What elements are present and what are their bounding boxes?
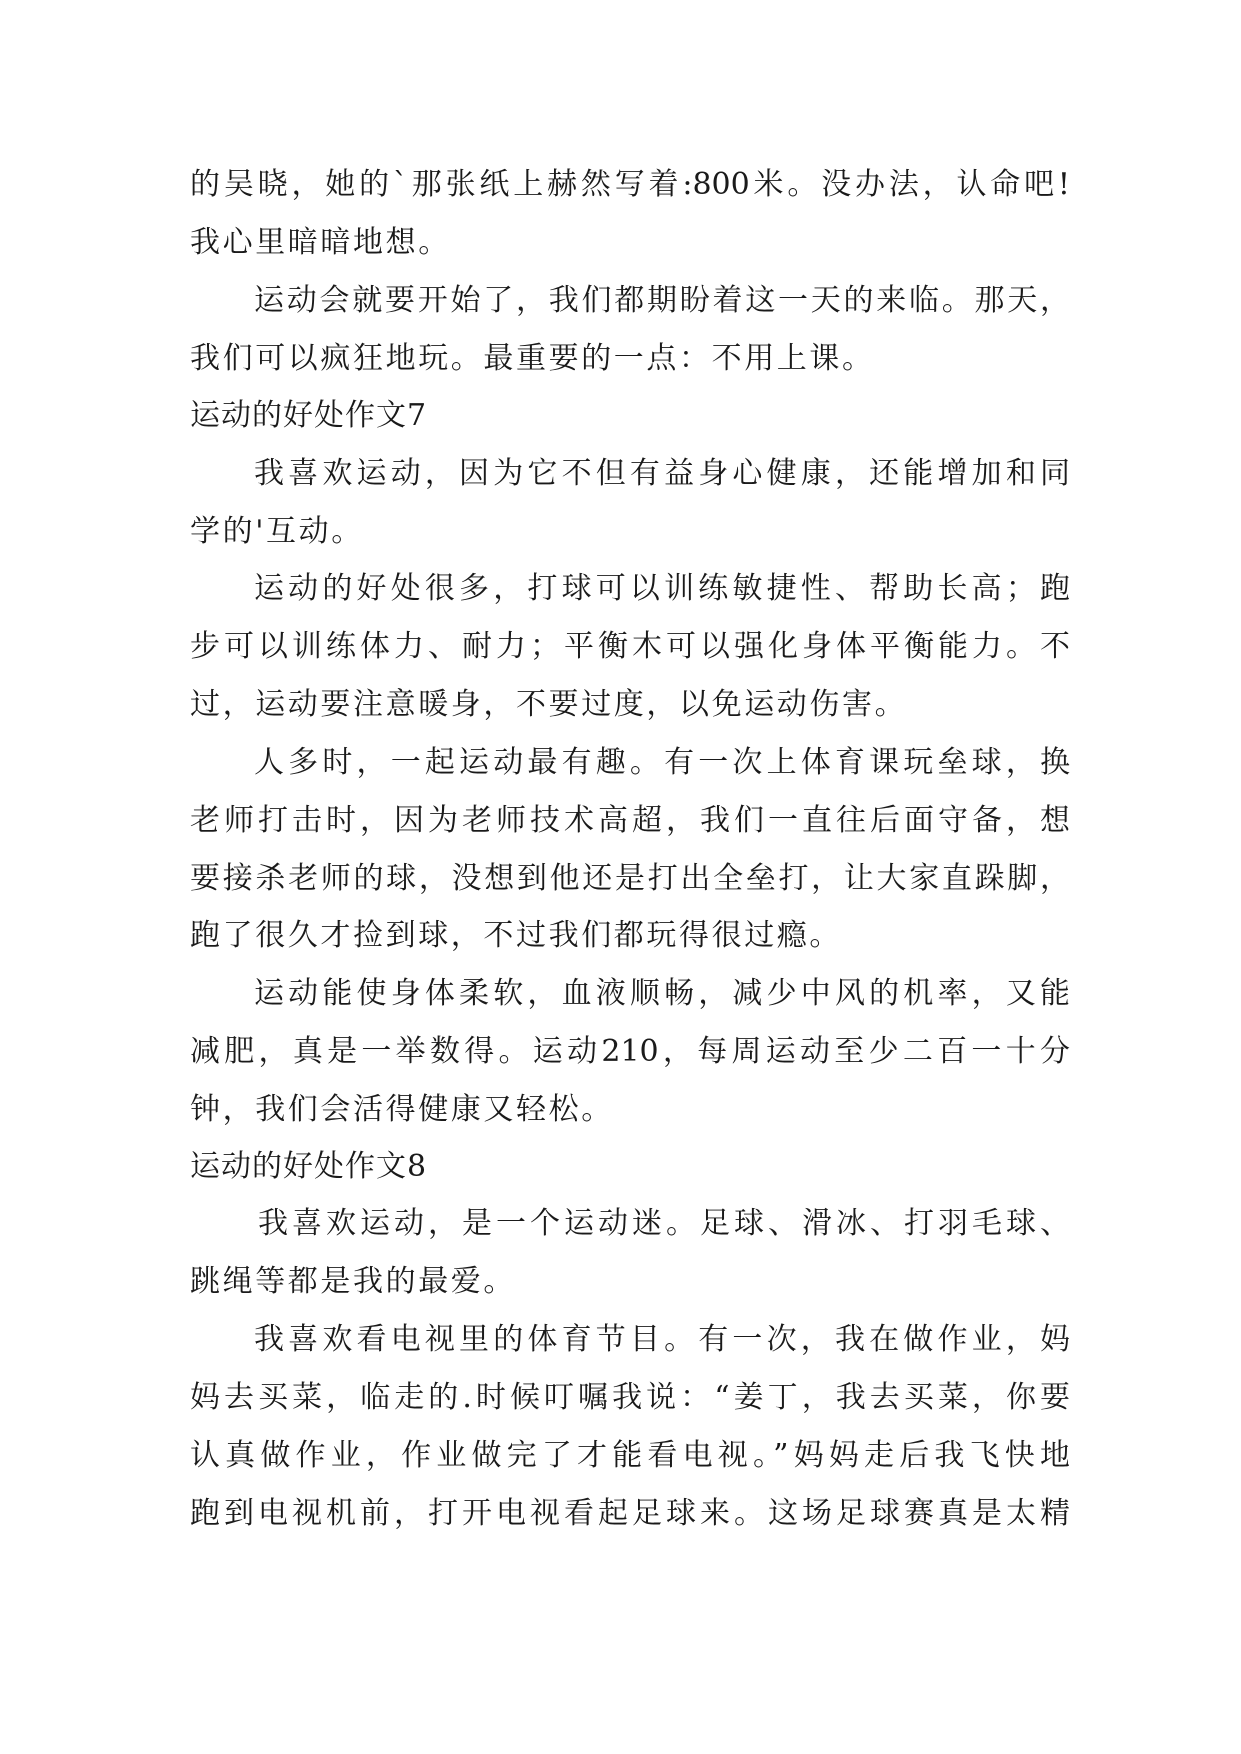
text-line: 妈去买菜，临走的.时候叮嘱我说：“姜丁，我去买菜，你要 bbox=[190, 1380, 1070, 1415]
section-heading: 运动的好处作文8 bbox=[190, 1149, 428, 1184]
text-line: 跑了很久才捡到球，不过我们都玩得很过瘾。 bbox=[190, 918, 842, 953]
text-line: 减肥，真是一举数得。运动210，每周运动至少二百一十分 bbox=[190, 1034, 1070, 1069]
text-line: 过，运动要注意暖身，不要过度，以免运动伤害。 bbox=[190, 687, 908, 722]
text-line: 我心里暗暗地想。 bbox=[190, 225, 451, 260]
text-line: 运动的好处很多，打球可以训练敏捷性、帮助长高；跑 bbox=[254, 571, 1070, 606]
section-heading: 运动的好处作文7 bbox=[190, 398, 428, 433]
text-line: 钟，我们会活得健康又轻松。 bbox=[190, 1092, 614, 1127]
text-line: 要接杀老师的球，没想到他还是打出全垒打，让大家直跺脚， bbox=[190, 861, 1070, 896]
text-line: 老师打击时，因为老师技术高超，我们一直往后面守备，想 bbox=[190, 803, 1070, 838]
text-line: 的吴晓，她的`那张纸上赫然写着:800米。没办法，认命吧! bbox=[190, 167, 1070, 202]
text-line: 跳绳等都是我的最爱。 bbox=[190, 1264, 516, 1299]
text-line: 运动能使身体柔软，血液顺畅，减少中风的机率，又能 bbox=[254, 976, 1070, 1011]
text-line: 认真做作业，作业做完了才能看电视。”妈妈走后我飞快地 bbox=[190, 1438, 1070, 1473]
text-line: 我喜欢看电视里的体育节目。有一次，我在做作业，妈 bbox=[254, 1322, 1070, 1357]
text-line: 我们可以疯狂地玩。最重要的一点：不用上课。 bbox=[190, 341, 875, 376]
text-line: 人多时，一起运动最有趣。有一次上体育课玩垒球，换 bbox=[254, 745, 1070, 780]
text-line: 我喜欢运动，因为它不但有益身心健康，还能增加和同 bbox=[254, 456, 1070, 491]
text-line: 我喜欢运动，是一个运动迷。足球、滑冰、打羽毛球、 bbox=[258, 1206, 1070, 1241]
text-line: 步可以训练体力、耐力；平衡木可以强化身体平衡能力。不 bbox=[190, 629, 1070, 664]
text-line: 跑到电视机前，打开电视看起足球来。这场足球赛真是太精 bbox=[190, 1496, 1070, 1531]
text-line: 学的'互动。 bbox=[190, 514, 364, 549]
text-line: 运动会就要开始了，我们都期盼着这一天的来临。那天， bbox=[254, 283, 1070, 318]
